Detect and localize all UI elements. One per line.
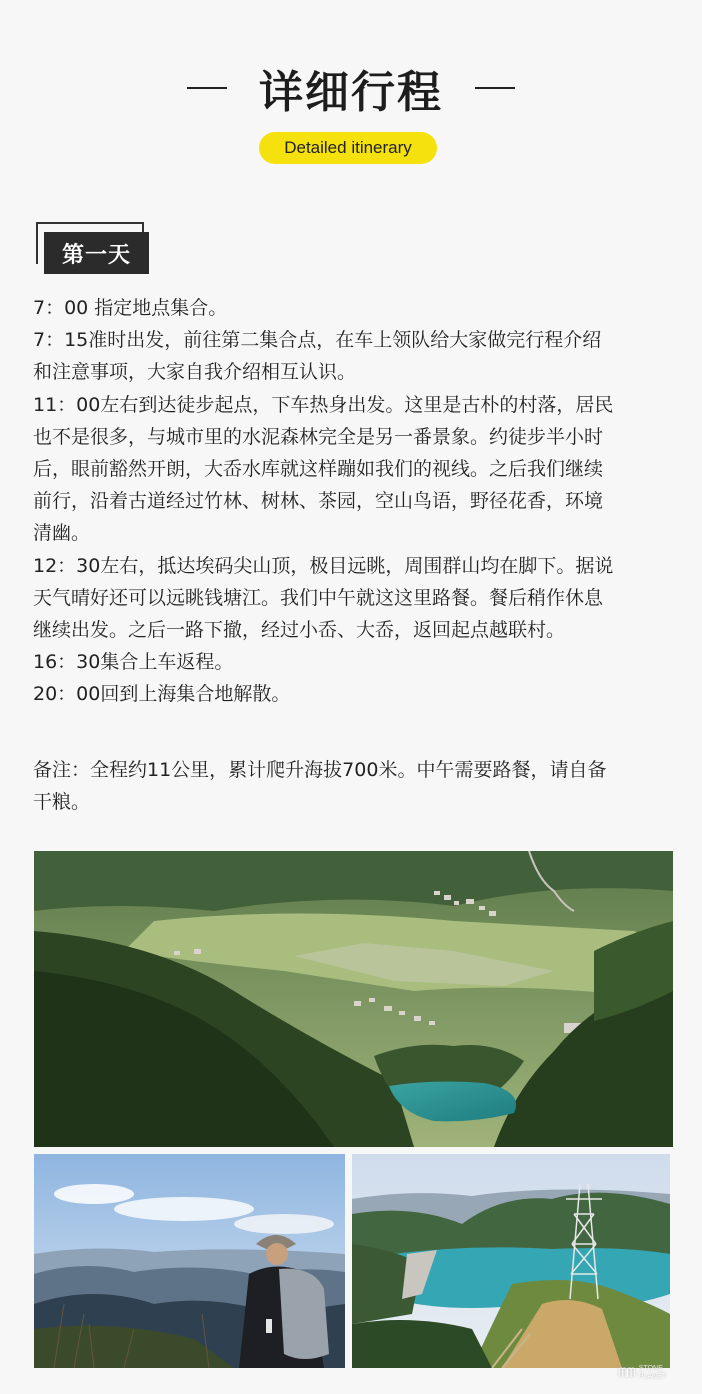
watermark-text: STONE PLANET: [638, 1365, 667, 1380]
note-line: 干粮。: [33, 791, 91, 814]
header: [0, 58, 702, 118]
itinerary-line: 7：15准时出发，前往第二集合点，在车上领队给大家做完行程介绍: [33, 329, 602, 352]
itinerary-line: 后，眼前豁然开朗，大岙水库就这样蹦如我们的视线。之后我们继续: [33, 458, 604, 481]
itinerary-text: [33, 292, 673, 711]
watermark: [618, 1362, 688, 1384]
note-line: 备注：全程约11公里，累计爬升海拔700米。中午需要路餐，请自备: [33, 759, 607, 781]
itinerary-line: 20：00回到上海集合地解散。: [33, 683, 291, 706]
itinerary-line: 天气晴好还可以远眺钱塘江。我们中午就这这里路餐。餐后稍作休息: [33, 586, 604, 609]
day-tag: [36, 222, 149, 274]
itinerary-line: 12：30左右，抵达埃码尖山顶，极目远眺，周围群山均在脚下。据说: [33, 554, 614, 577]
itinerary-line: 7：00 指定地点集合。: [33, 297, 228, 319]
itinerary-line: 16：30集合上车返程。: [33, 651, 234, 674]
title-left-rule: [187, 87, 227, 89]
title-right-rule: [475, 87, 515, 89]
hiker-mountain-view-photo: [34, 1154, 345, 1368]
itinerary-line: 继续出发。之后一路下撤，经过小岙、大岙，返回起点越联村。: [33, 619, 566, 642]
page-title: 详细行程: [259, 67, 443, 118]
itinerary-line: 前行，沿着古道经过竹林、树林、茶园，空山鸟语，野径花香，环境: [33, 490, 604, 513]
day-tag-label: 第一天: [44, 232, 149, 274]
itinerary-line: 11：00左右到达徒步起点，下车热身出发。这里是古朴的村落，居民: [33, 393, 614, 416]
itinerary-line: 和注意事项，大家自我介绍相互认识。: [33, 361, 357, 384]
subtitle-badge: Detailed itinerary: [259, 132, 437, 164]
itinerary-line: 清幽。: [33, 522, 91, 545]
note-text: [33, 754, 673, 818]
itinerary-line: 也不是很多，与城市里的水泥森林完全是另一番景象。约徒步半小时: [33, 425, 604, 448]
reservoir-pylon-photo: [352, 1154, 670, 1368]
watermark-logo-icon: ᗰᗰ: [618, 1365, 635, 1381]
valley-village-reservoir-photo: [34, 851, 673, 1147]
